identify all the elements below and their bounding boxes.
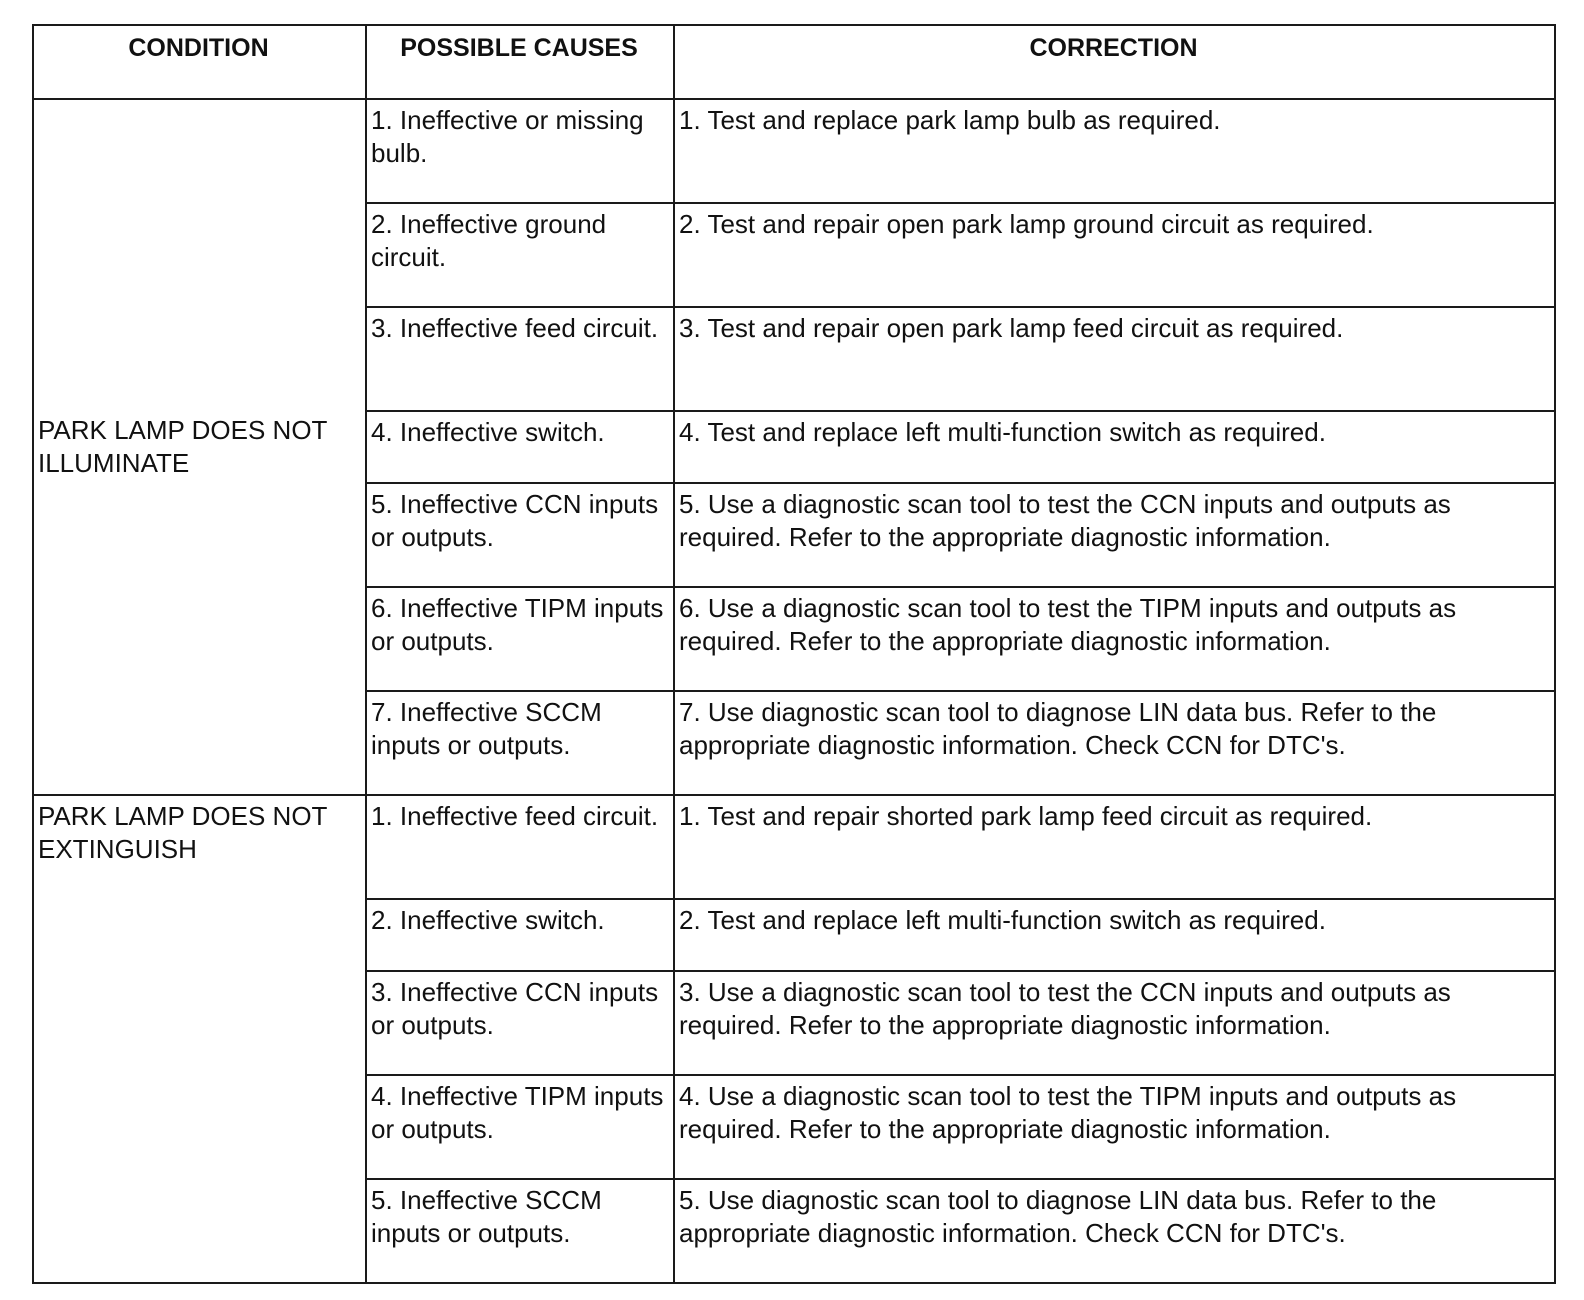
correction-cell: 7. Use diagnostic scan tool to diagnose LIN data bus. Refer to the appropriate diagnostic information. Check CCN for DTC's.: [674, 691, 1555, 795]
condition-cell: PARK LAMP DOES NOT EXTINGUISH: [33, 795, 366, 1283]
cause-cell: 5. Ineffective SCCM inputs or outputs.: [366, 1179, 674, 1283]
table-row: [33, 795, 1555, 899]
diagnostic-table: [32, 24, 1556, 1284]
cause-cell: 3. Ineffective feed circuit.: [366, 307, 674, 411]
cause-cell: 3. Ineffective CCN inputs or outputs.: [366, 971, 674, 1075]
cause-cell: 7. Ineffective SCCM inputs or outputs.: [366, 691, 674, 795]
cause-cell: 2. Ineffective switch.: [366, 899, 674, 971]
correction-cell: 4. Use a diagnostic scan tool to test the TIPM inputs and outputs as required. Refer to the appropriate diagnostic information.: [674, 1075, 1555, 1179]
cause-cell: 6. Ineffective TIPM inputs or outputs.: [366, 587, 674, 691]
table-row: [33, 99, 1555, 203]
header-correction: CORRECTION: [674, 25, 1555, 99]
cause-cell: 2. Ineffective ground circuit.: [366, 203, 674, 307]
correction-cell: 1. Test and replace park lamp bulb as required.: [674, 99, 1555, 203]
correction-cell: 3. Test and repair open park lamp feed circuit as required.: [674, 307, 1555, 411]
cause-cell: 5. Ineffective CCN inputs or outputs.: [366, 483, 674, 587]
correction-cell: 5. Use diagnostic scan tool to diagnose LIN data bus. Refer to the appropriate diagnostic information. Check CCN for DTC's.: [674, 1179, 1555, 1283]
cause-cell: 4. Ineffective TIPM inputs or outputs.: [366, 1075, 674, 1179]
correction-cell: 6. Use a diagnostic scan tool to test the TIPM inputs and outputs as required. Refer to the appropriate diagnostic information.: [674, 587, 1555, 691]
cause-cell: 1. Ineffective feed circuit.: [366, 795, 674, 899]
header-row: [33, 25, 1555, 99]
condition-cell: PARK LAMP DOES NOT ILLUMINATE: [33, 99, 366, 795]
correction-cell: 3. Use a diagnostic scan tool to test the CCN inputs and outputs as required. Refer to the appropriate diagnostic information.: [674, 971, 1555, 1075]
cause-cell: 1. Ineffective or missing bulb.: [366, 99, 674, 203]
correction-cell: 2. Test and repair open park lamp ground circuit as required.: [674, 203, 1555, 307]
cause-cell: 4. Ineffective switch.: [366, 411, 674, 483]
header-possible-causes: POSSIBLE CAUSES: [366, 25, 674, 99]
header-condition: CONDITION: [33, 25, 366, 99]
correction-cell: 4. Test and replace left multi-function switch as required.: [674, 411, 1555, 483]
correction-cell: 2. Test and replace left multi-function switch as required.: [674, 899, 1555, 971]
correction-cell: 1. Test and repair shorted park lamp feed circuit as required.: [674, 795, 1555, 899]
diagnostic-table-sheet: [32, 24, 1554, 1284]
correction-cell: 5. Use a diagnostic scan tool to test the CCN inputs and outputs as required. Refer to the appropriate diagnostic information.: [674, 483, 1555, 587]
